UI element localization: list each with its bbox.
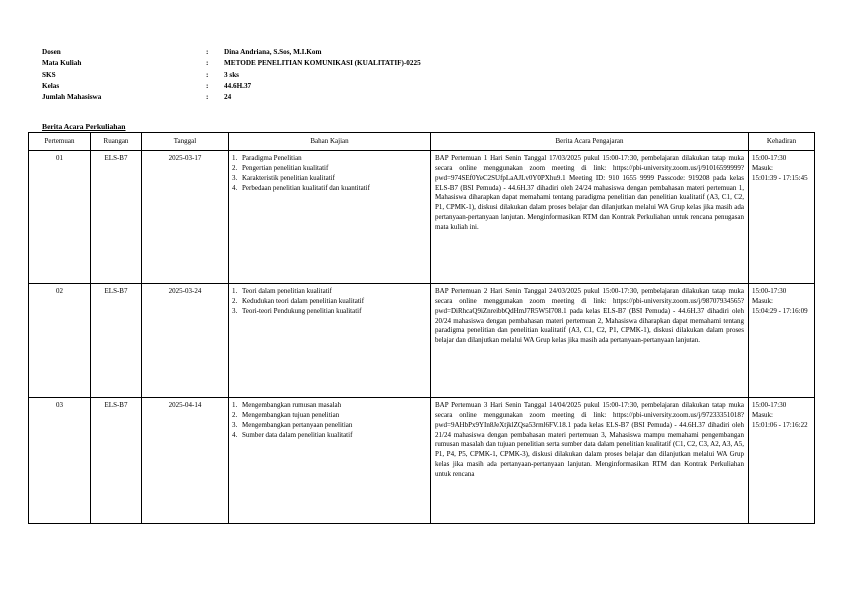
table-row [29, 398, 815, 524]
pertemuan-cell: 02 [29, 284, 91, 398]
dosen-value: Dina Andriana, S.Sos, M.I.Kom [224, 48, 322, 56]
info-row-dosen [42, 47, 421, 58]
list-item: 3. Teori-teori Pendukung penelitian kualitatif [232, 306, 362, 315]
kelas-value: 44.6H.37 [224, 81, 252, 90]
list-item: 1. Teori dalam penelitian kualitatif [232, 287, 332, 295]
table-header-row [29, 133, 815, 151]
kehadiran-time: 15:00-17:30 [752, 154, 787, 162]
list-item: 3. Mengembangkan pertanyaan penelitian [232, 420, 353, 429]
pertemuan-cell: 03 [29, 398, 91, 524]
bahan-kajian-cell [229, 151, 431, 284]
kehadiran-label: Masuk: [752, 163, 773, 172]
kehadiran-label: Masuk: [752, 410, 773, 419]
bahan-kajian-cell [229, 284, 431, 398]
sks-label: SKS [42, 70, 56, 79]
header-berita-acara: Berita Acara Pengajaran [431, 133, 749, 151]
colon: : [206, 48, 209, 56]
tanggal-cell: 2025-03-17 [142, 151, 229, 284]
berita-acara-cell: BAP Pertemuan 2 Hari Senin Tanggal 24/03/2025 pukul 15:00-17:30, pembelajaran dilakukan tatap muka secara online menggunakan zoom meeting di link: https://pbi-university.zoom.us/j/98707934565?pwd=DiRhcaQ9iZnreibbQdHmJ7R5W5I708.1 pada kelas ELS-B7 (BSI Pemuda) - 44.6H.37 dihadiri oleh 20/24 mahasiswa dengan pembahasan materi pertemuan 2, Mahasiswa diharapkan dapat memahami tentang paradigma penelitian dan penelitian kualitatif (A3, C1, C2, P1, CPMK-1), diskusi dilakukan dalam proses belajar dan dilanjutkan melalui WA Grup kelas jika masih ada pertanyaan-pertanyaan lanjutan. [431, 284, 749, 398]
table-row [29, 151, 815, 284]
bahan-kajian-cell [229, 398, 431, 524]
berita-acara-table [28, 132, 815, 524]
sks-value: 3 sks [224, 70, 239, 79]
list-item: 2. Mengembangkan tujuan penelitian [232, 410, 340, 419]
list-item: 2. Pengertian penelitian kualitatif [232, 163, 329, 172]
list-item: 4. Sumber data dalam penelitian kualitatif [232, 430, 353, 439]
colon: : [206, 59, 209, 68]
kelas-label: Kelas [42, 81, 60, 90]
list-item: 1. Mengembangkan rumusan masalah [232, 401, 342, 409]
info-row-kelas [42, 81, 421, 92]
kehadiran-cell [749, 398, 815, 524]
ruangan-cell: ELS-B7 [91, 284, 142, 398]
header-tanggal: Tanggal [142, 133, 229, 151]
colon: : [206, 93, 209, 102]
kehadiran-cell [749, 151, 815, 284]
kehadiran-masuk: 15:01:06 - 17:16:22 [752, 420, 808, 429]
matkul-value: METODE PENELITIAN KOMUNIKASI (KUALITATIF)-0225 [224, 59, 421, 68]
info-row-sks [42, 70, 421, 81]
section-title: Berita Acara Perkuliahan [42, 122, 126, 131]
ruangan-cell: ELS-B7 [91, 398, 142, 524]
pertemuan-cell: 01 [29, 151, 91, 284]
list-item: 4. Perbedaan penelitian kualitatif dan kuantitatif [232, 183, 370, 192]
berita-acara-cell: BAP Pertemuan 3 Hari Senin Tanggal 14/04/2025 pukul 15:00-17:30, pembelajaran dilakukan tatap muka secara online menggunakan zoom meeting di link: https://pbi-university.zoom.us/j/97233351018?pwd=9AHbPx9YIn8JeXtjklZQsa53rml6FV.18.1 pada kelas ELS-B7 (BSI Pemuda) - 44.6H.37 dihadiri oleh 21/24 mahasiswa dengan pembahasan materi pertemuan 3, Mahasiswa mampu memahami pengembangan rumusan masalah dan tujuan penelitian serta sumber data dalam penelitian kualitatif (C1, C2, C3, A2, A3, A5, P1, P4, P5, CPMK-1, CPMK-3), diskusi dilakukan dalam proses belajar dan dilanjutkan melalui WA Grup kelas jika masih ada pertanyaan-pertanyaan lanjutan. Menginformasikan RTM dan Kontrak Perkuliahan untuk rencana [431, 398, 749, 524]
kehadiran-label: Masuk: [752, 296, 773, 305]
header-kehadiran: Kehadiran [749, 133, 815, 151]
jumlah-label: Jumlah Mahasiswa [42, 93, 102, 102]
list-item: 2. Kedudukan teori dalam penelitian kualitatif [232, 296, 365, 305]
info-row-matkul [42, 58, 421, 69]
colon: : [206, 70, 209, 79]
header-pertemuan: Pertemuan [29, 133, 91, 151]
kehadiran-cell [749, 284, 815, 398]
matkul-label: Mata Kuliah [42, 59, 82, 68]
tanggal-cell: 2025-04-14 [142, 398, 229, 524]
list-item: 1. Paradigma Penelitian [232, 154, 302, 162]
berita-acara-cell: BAP Pertemuan 1 Hari Senin Tanggal 17/03/2025 pukul 15:00-17:30, pembelajaran dilakukan tatap muka secara online menggunakan zoom meeting di link: https://pbi-university.zoom.us/j/91016599999?pwd=974SEf0YeC2SUfpLaAJLv0Y0PXhu9.1 Meeting ID: 910 1655 9999 Passcode: 919208 pada kelas ELS-B7 (BSI Pemuda) - 44.6H.37 dihadiri oleh 24/24 mahasiswa dengan pembahasan materi pertemuan 1, Mahasiswa diharapkan dapat memahami tentang paradigma penelitian dan penelitian kualitatif (A3, C1, C2, P1, CPMK-1), diskusi dilakukan dalam proses belajar dan dilanjutkan melalui WA Grup kelas jika masih ada pertanyaan-pertanyaan lanjutan. Menginformasikan RTM dan Kontrak Perkuliahan untuk rencana penugasan mata kuliah ini. [431, 151, 749, 284]
course-info [42, 47, 421, 103]
info-row-jumlah [42, 92, 421, 103]
dosen-label: Dosen [42, 48, 61, 56]
header-ruangan: Ruangan [91, 133, 142, 151]
list-item: 3. Karakteristik penelitian kualitatif [232, 173, 335, 182]
kehadiran-masuk: 15:01:39 - 17:15:45 [752, 173, 808, 182]
header-bahan-kajian: Bahan Kajian [229, 133, 431, 151]
kehadiran-masuk: 15:04:29 - 17:16:09 [752, 306, 808, 315]
ruangan-cell: ELS-B7 [91, 151, 142, 284]
kehadiran-time: 15:00-17:30 [752, 401, 787, 409]
jumlah-value: 24 [224, 93, 232, 102]
colon: : [206, 81, 209, 90]
kehadiran-time: 15:00-17:30 [752, 287, 787, 295]
table-row [29, 284, 815, 398]
tanggal-cell: 2025-03-24 [142, 284, 229, 398]
